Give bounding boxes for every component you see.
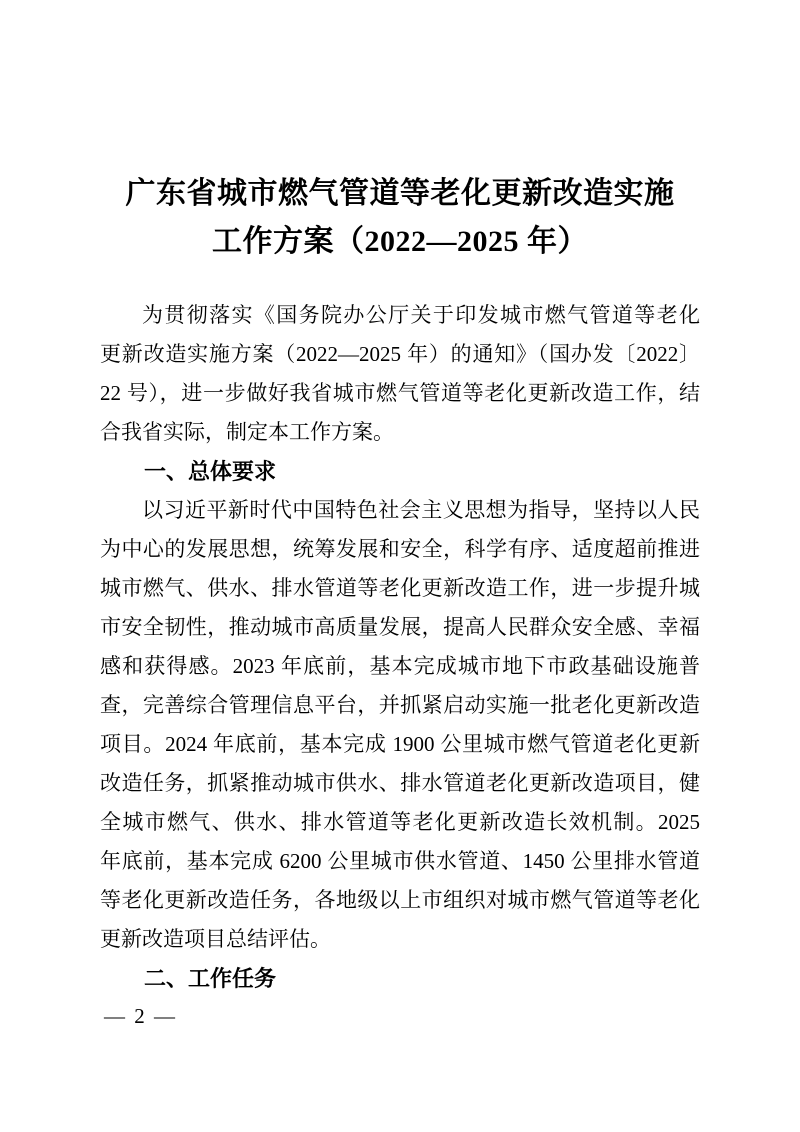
body-paragraph [100,296,700,452]
body-line: 改造任务，抓紧推动城市供水、排水管道老化更新改造项目，健 [100,771,700,795]
section-heading: 二、工作任务 [144,966,277,991]
document-title [0,0,800,266]
body-line: 感和获得感。2023 年底前，基本完成城市地下市政基础设施普 [100,654,700,678]
body-line: 合我省实际，制定本工作方案。 [100,420,394,444]
document-title-line-2: 工作方案（2022—2025 年） [212,225,588,258]
body-line: 更新改造项目总结评估。 [100,927,331,951]
page-footer [104,1003,177,1029]
document-body [100,296,700,998]
document-title-line-1: 广东省城市燃气管道等老化更新改造实施 [125,177,675,210]
body-line: 以习近平新时代中国特色社会主义思想为指导，坚持以人民 [142,498,700,522]
body-line: 城市燃气、供水、排水管道等老化更新改造工作，进一步提升城 [100,576,700,600]
body-line: 项目。2024 年底前，基本完成 1900 公里城市燃气管道老化更新 [100,732,700,756]
body-line: 为贯彻落实《国务院办公厅关于印发城市燃气管道等老化 [142,303,700,327]
section-heading: 一、总体要求 [144,459,277,484]
body-line: 等老化更新改造任务，各地级以上市组织对城市燃气管道等老化 [100,888,700,912]
body-line: 市安全韧性，推动城市高质量发展，提高人民群众安全感、幸福 [100,615,700,639]
body-line: 为中心的发展思想，统筹发展和安全，科学有序、适度超前推进 [100,537,700,561]
page-number: — 2 — [104,1004,177,1028]
body-line: 更新改造实施方案（2022—2025 年）的通知》（国办发〔2022〕 [100,342,700,366]
body-line: 查，完善综合管理信息平台，并抓紧启动实施一批老化更新改造 [100,693,700,717]
body-line: 22 号），进一步做好我省城市燃气管道等老化更新改造工作，结 [100,381,700,405]
body-line: 全城市燃气、供水、排水管道等老化更新改造长效机制。2025 [100,810,700,834]
body-paragraph [100,491,700,959]
body-line: 年底前，基本完成 6200 公里城市供水管道、1450 公里排水管道 [100,849,700,873]
